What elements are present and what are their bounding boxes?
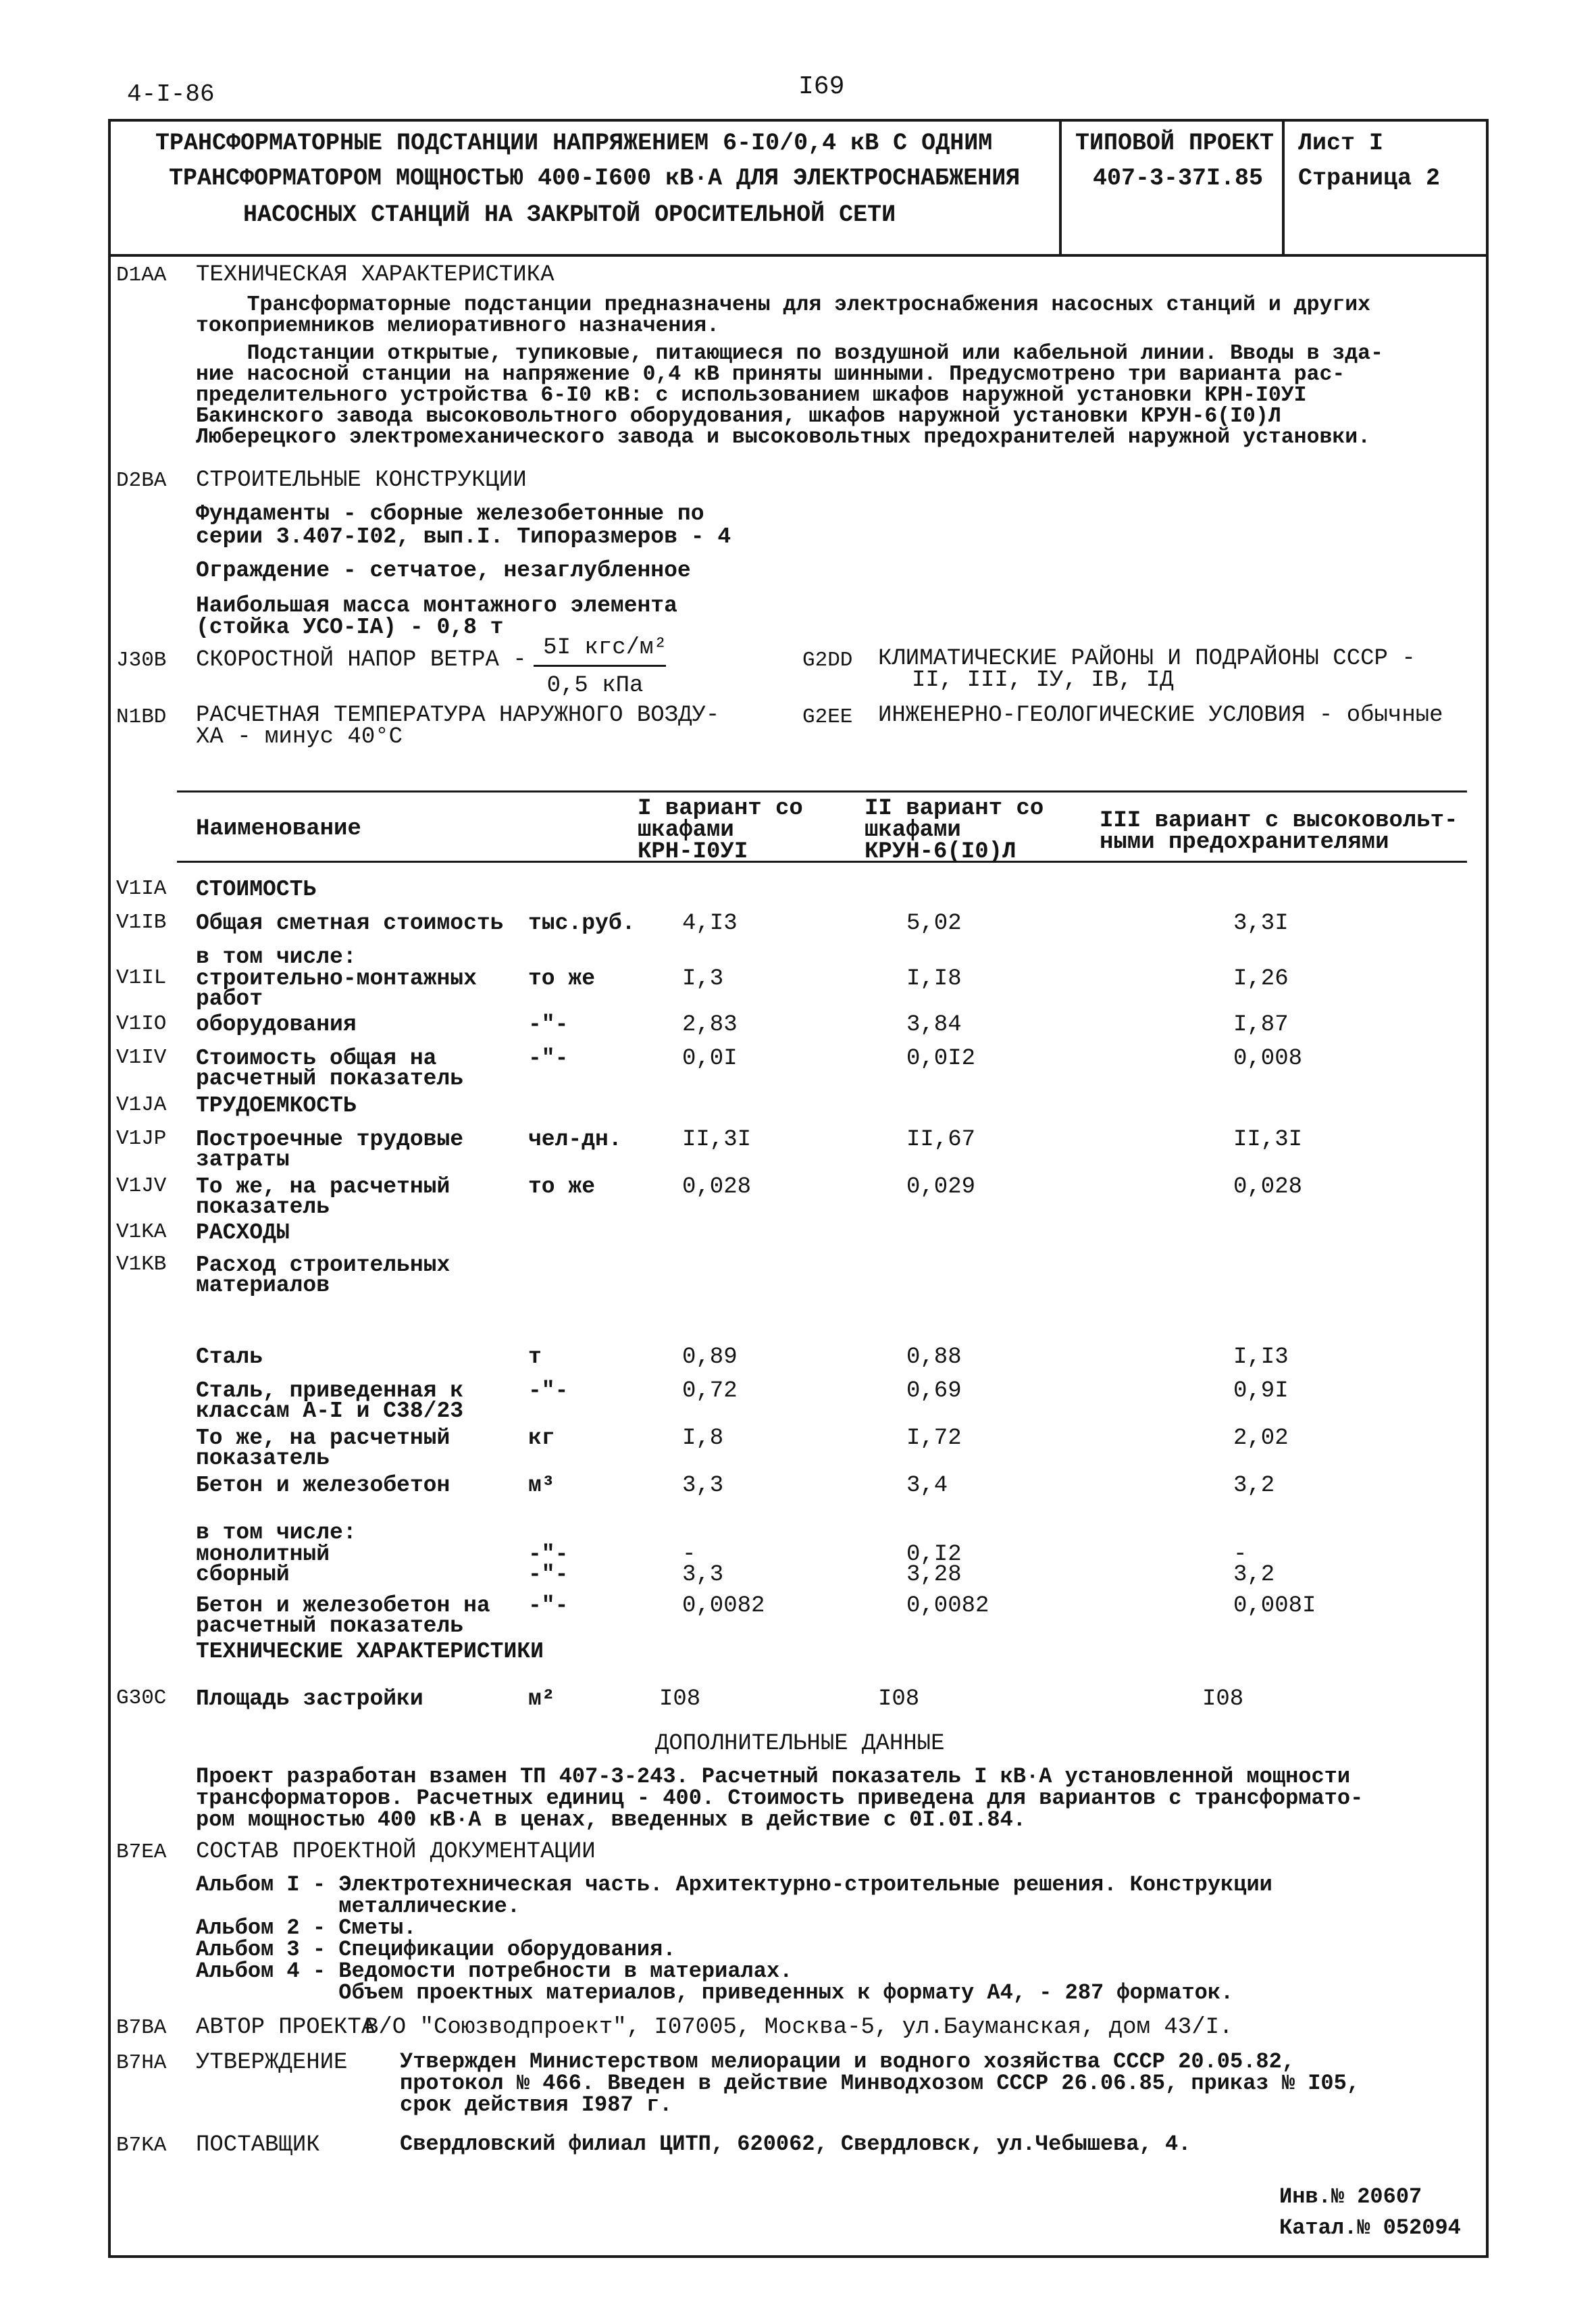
tech-line: Бакинского завода высоковольтного оборудования, шкафов наружной установки КРУН-6(I0)Л: [196, 405, 1281, 428]
row-value-variant-1: I,3: [682, 966, 724, 992]
row-name: Площадь застройки: [196, 1686, 423, 1711]
header-variant-1: шкафами: [638, 818, 734, 843]
row-value-variant-3: I,87: [1233, 1012, 1289, 1038]
row-code: V1JV: [116, 1174, 167, 1198]
row-name: То же, на расчетный: [196, 1426, 451, 1451]
row-value-variant-2: 0,029: [906, 1174, 976, 1200]
row-unit: то же: [528, 1174, 596, 1199]
composition-line: металлические.: [196, 1894, 521, 1919]
construction-line: (стойка УСО-IА) - 0,8 т: [196, 615, 504, 640]
row-name: Построечные трудовые: [196, 1127, 464, 1152]
row-value-variant-2: 3,28: [906, 1562, 962, 1588]
row-unit: -"-: [528, 1593, 569, 1618]
construction-heading: СТРОИТЕЛЬНЫЕ КОНСТРУКЦИИ: [196, 468, 527, 493]
row-unit: м²: [528, 1686, 555, 1711]
row-name: ТЕХНИЧЕСКИЕ ХАРАКТЕРИСТИКИ: [196, 1639, 544, 1664]
row-value-variant-2: 0,88: [906, 1344, 962, 1370]
row-value-variant-3: 3,3I: [1233, 911, 1289, 936]
climate-code: G2DD: [802, 649, 853, 672]
row-value-variant-3: I,26: [1233, 966, 1289, 992]
row-value-variant-2: I,I8: [906, 966, 962, 992]
title-line-1: ТРАНСФОРМАТОРНЫЕ ПОДСТАНЦИИ НАПРЯЖЕНИЕМ 6-I0/0,4 кВ С ОДНИМ: [155, 130, 993, 157]
row-name: Стоимость общая на: [196, 1046, 437, 1071]
header-name: Наименование: [196, 816, 361, 842]
document-code: 4-I-86: [127, 80, 215, 108]
temperature-line-1: РАСЧЕТНАЯ ТЕМПЕРАТУРА НАРУЖНОГО ВОЗДУ-: [196, 703, 720, 728]
table-top-rule: [177, 790, 1467, 793]
composition-code: B7EA: [116, 1840, 167, 1864]
row-code: V1IV: [116, 1046, 167, 1070]
approval-line: Утвержден Министерством мелиорации и водного хозяйства СССР 20.05.82,: [400, 2049, 1295, 2074]
composition-line: Альбом 3 - Спецификации оборудования.: [196, 1937, 676, 1962]
wind-label: СКОРОСТНОЙ НАПОР ВЕТРА -: [196, 647, 527, 673]
composition-heading: СОСТАВ ПРОЕКТНОЙ ДОКУМЕНТАЦИИ: [196, 1839, 596, 1865]
row-value-variant-1: 4,I3: [682, 911, 738, 936]
row-code: V1KB: [116, 1253, 167, 1276]
row-value-variant-1: 3,3: [682, 1473, 724, 1499]
row-value-variant-3: 0,9I: [1233, 1378, 1289, 1404]
row-name: ТРУДОЕМКОСТЬ: [196, 1093, 357, 1118]
temperature-code: N1BD: [116, 705, 167, 729]
row-name: Общая сметная стоимость: [196, 911, 504, 936]
construction-line: Ограждение - сетчатое, незаглубленное: [196, 558, 691, 583]
row-value-variant-2: I,72: [906, 1426, 962, 1451]
title-line-2: ТРАНСФОРМАТОРОМ МОЩНОСТЬЮ 400-I600 кВ·А ДЛЯ ЭЛЕКТРОСНАБЖЕНИЯ: [169, 165, 1021, 192]
row-unit: кг: [528, 1426, 555, 1451]
row-unit: м³: [528, 1473, 555, 1498]
row-name: в том числе:: [196, 1520, 357, 1545]
tech-paragraph: [196, 295, 1383, 448]
composition-line: Альбом 2 - Сметы.: [196, 1915, 417, 1940]
row-value-variant-3: 0,008I: [1233, 1593, 1316, 1619]
temperature-line-2: ХА - минус 40°С: [196, 724, 403, 750]
tech-line: токоприемников мелиоративного назначения.: [196, 314, 720, 338]
row-value-variant-1: 0,89: [682, 1344, 738, 1370]
wind-numerator: 5I кгс/м²: [543, 635, 667, 661]
project-number: 407-3-37I.85: [1093, 165, 1264, 192]
geology-text: ИНЖЕНЕРНО-ГЕОЛОГИЧЕСКИЕ УСЛОВИЯ - обычные: [878, 703, 1443, 728]
tech-line: Трансформаторные подстанции предназначены для электроснабжения насосных станций и других: [196, 293, 1371, 317]
row-code: G30C: [116, 1686, 167, 1710]
row-value-variant-1: I,8: [682, 1426, 724, 1451]
row-value-variant-3: -: [1233, 1542, 1247, 1567]
row-name: материалов: [196, 1273, 330, 1298]
row-value-variant-2: 0,0082: [906, 1593, 989, 1619]
fraction-bar: [534, 665, 666, 667]
row-value-variant-2: 3,4: [906, 1473, 948, 1499]
row-code: V1JA: [116, 1093, 167, 1117]
row-value-variant-1: 0,0I: [682, 1046, 738, 1072]
row-name: РАСХОДЫ: [196, 1220, 290, 1245]
row-name: классам А-I и С38/23: [196, 1399, 464, 1424]
construction-line: Фундаменты - сборные железобетонные по: [196, 501, 704, 526]
page-number: I69: [798, 72, 845, 101]
row-name: расчетный показатель: [196, 1613, 464, 1638]
row-value-variant-2: I08: [878, 1686, 920, 1712]
construction-line: серии 3.407-I02, вып.I. Типоразмеров - 4: [196, 524, 731, 549]
header-divider: [108, 254, 1486, 257]
header-variant-1: I вариант со: [638, 796, 803, 822]
catalog-number: Катал.№ 052094: [1279, 2215, 1461, 2240]
inventory-number: Инв.№ 20607: [1279, 2184, 1422, 2209]
row-code: V1IL: [116, 966, 167, 990]
wind-denominator: 0,5 кПа: [546, 673, 644, 699]
page-label: Страница 2: [1298, 165, 1441, 192]
row-code: V1KA: [116, 1220, 167, 1244]
row-value-variant-1: 3,3: [682, 1562, 724, 1588]
tech-code: D1AA: [116, 263, 167, 287]
row-value-variant-1: 0,72: [682, 1378, 738, 1404]
row-value-variant-1: I08: [659, 1686, 701, 1712]
row-unit: т: [528, 1344, 542, 1369]
row-value-variant-3: 2,02: [1233, 1426, 1289, 1451]
row-value-variant-3: 3,2: [1233, 1473, 1275, 1499]
row-value-variant-3: I,I3: [1233, 1344, 1289, 1370]
additional-line: трансформаторов. Расчетных единиц - 400. Стоимость приведена для вариантов с трансформато-: [196, 1786, 1364, 1811]
row-name: показатель: [196, 1446, 330, 1471]
author-code: B7BA: [116, 2016, 167, 2040]
header-variant-3: ными предохранителями: [1100, 830, 1389, 855]
row-value-variant-2: 3,84: [906, 1012, 962, 1038]
row-name: работ: [196, 986, 263, 1011]
row-code: V1JP: [116, 1127, 167, 1151]
header-divider-1: [1059, 119, 1062, 255]
row-unit: то же: [528, 966, 596, 991]
row-code: V1IB: [116, 911, 167, 934]
row-value-variant-1: -: [682, 1542, 696, 1567]
header-variant-2: шкафами: [865, 818, 961, 843]
tech-line: Подстанции открытые, тупиковые, питающиеся по воздушной или кабельной линии. Вводы в зда-: [196, 342, 1383, 366]
row-value-variant-2: 0,69: [906, 1378, 962, 1404]
row-name: монолитный: [196, 1542, 330, 1567]
tech-line: Люберецкого электромеханического завода и высоковольтных предохранителей наружной установки.: [196, 426, 1371, 449]
row-value-variant-2: 0,0I2: [906, 1046, 976, 1072]
header-divider-2: [1282, 119, 1285, 255]
row-name: То же, на расчетный: [196, 1174, 451, 1199]
composition-line: Объем проектных материалов, приведенных к формату А4, - 287 форматок.: [196, 1980, 1234, 2005]
climate-line-2: II, III, IУ, IВ, IД: [912, 668, 1174, 693]
additional-line: Проект разработан взамен ТП 407-3-243. Расчетный показатель I кВ·А установленной мощности: [196, 1764, 1351, 1789]
row-name: расчетный показатель: [196, 1066, 464, 1091]
header-variant-2: КРУН-6(I0)Л: [865, 839, 1016, 865]
row-value-variant-1: 2,83: [682, 1012, 738, 1038]
row-unit: -"-: [528, 1012, 569, 1037]
additional-line: ром мощностью 400 кВ·А в ценах, введенных в действие с 0I.0I.84.: [196, 1807, 1026, 1832]
row-code: V1IO: [116, 1012, 167, 1036]
approval-line: срок действия I987 г.: [400, 2092, 673, 2117]
row-value-variant-1: 0,028: [682, 1174, 752, 1200]
row-name: СТОИМОСТЬ: [196, 877, 317, 902]
header-variant-1: КРН-I0УI: [638, 839, 748, 865]
row-name: Сталь, приведенная к: [196, 1378, 464, 1403]
row-unit: тыс.руб.: [528, 911, 636, 936]
row-name: оборудования: [196, 1012, 357, 1037]
row-name: Расход строительных: [196, 1253, 451, 1278]
approval-line: протокол № 466. Введен в действие Минводхозом СССР 26.06.85, приказ № I05,: [400, 2071, 1360, 2096]
row-unit: -"-: [528, 1542, 569, 1567]
row-name: затраты: [196, 1147, 290, 1172]
tech-heading: ТЕХНИЧЕСКАЯ ХАРАКТЕРИСТИКА: [196, 262, 555, 288]
row-value-variant-2: II,67: [906, 1127, 976, 1153]
additional-heading: ДОПОЛНИТЕЛЬНЫЕ ДАННЫЕ: [655, 1731, 945, 1757]
row-name: в том числе:: [196, 945, 357, 970]
climate-line-1: КЛИМАТИЧЕСКИЕ РАЙОНЫ И ПОДРАЙОНЫ СССР -: [878, 646, 1416, 672]
approval-label: УТВЕРЖДЕНИЕ: [196, 2050, 348, 2076]
header-variant-3: III вариант с высоковольт-: [1100, 808, 1458, 834]
wind-code: J30B: [116, 649, 167, 672]
row-name: Сталь: [196, 1344, 263, 1369]
project-label: ТИПОВОЙ ПРОЕКТ: [1075, 130, 1275, 157]
row-name: Бетон и железобетон: [196, 1473, 451, 1498]
row-value-variant-3: 3,2: [1233, 1562, 1275, 1588]
row-value-variant-1: II,3I: [682, 1127, 752, 1153]
row-code: V1IA: [116, 877, 167, 901]
row-name: строительно-монтажных: [196, 966, 477, 991]
row-value-variant-2: 5,02: [906, 911, 962, 936]
geology-code: G2EE: [802, 705, 853, 729]
tech-line: ние насосной станции на напряжение 0,4 кВ приняты шинными. Предусмотрено три варианта рас-: [196, 363, 1345, 386]
row-value-variant-3: I08: [1202, 1686, 1244, 1712]
supplier-text: Свердловский филиал ЦИТП, 620062, Свердловск, ул.Чебышева, 4.: [400, 2132, 1191, 2157]
row-value-variant-2: 0,I2: [906, 1542, 962, 1567]
row-unit: -"-: [528, 1046, 569, 1071]
row-value-variant-3: 0,028: [1233, 1174, 1303, 1200]
header-variant-2: II вариант со: [865, 796, 1044, 822]
composition-line: Альбом I - Электротехническая часть. Архитектурно-строительные решения. Конструкции: [196, 1872, 1272, 1897]
construction-code: D2BA: [116, 469, 167, 493]
row-value-variant-1: 0,0082: [682, 1593, 765, 1619]
row-name: показатель: [196, 1194, 330, 1219]
author-label: АВТОР ПРОЕКТА: [196, 2015, 376, 2040]
row-name: Бетон и железобетон на: [196, 1593, 490, 1618]
supplier-code: B7KA: [116, 2134, 167, 2157]
title-line-3: НАСОСНЫХ СТАНЦИЙ НА ЗАКРЫТОЙ ОРОСИТЕЛЬНОЙ СЕТИ: [243, 201, 896, 228]
approval-code: B7HA: [116, 2051, 167, 2075]
composition-line: Альбом 4 - Ведомости потребности в материалах.: [196, 1959, 793, 1984]
row-name: сборный: [196, 1562, 290, 1587]
author-text: В/О "Союзводпроект", I07005, Москва-5, ул.Бауманская, дом 43/I.: [365, 2015, 1233, 2040]
row-value-variant-3: 0,008: [1233, 1046, 1303, 1072]
row-unit: -"-: [528, 1562, 569, 1587]
row-unit: чел-дн.: [528, 1127, 622, 1152]
table-header-rule: [177, 861, 1467, 863]
row-value-variant-3: II,3I: [1233, 1127, 1303, 1153]
construction-line: Наибольшая масса монтажного элемента: [196, 593, 677, 618]
row-unit: -"-: [528, 1378, 569, 1403]
sheet-label: Лист I: [1298, 130, 1384, 157]
supplier-label: ПОСТАВЩИК: [196, 2132, 320, 2158]
tech-line: пределительного устройства 6-I0 кВ: с использованием шкафов наружной установки КРН-I0УI: [196, 384, 1307, 407]
